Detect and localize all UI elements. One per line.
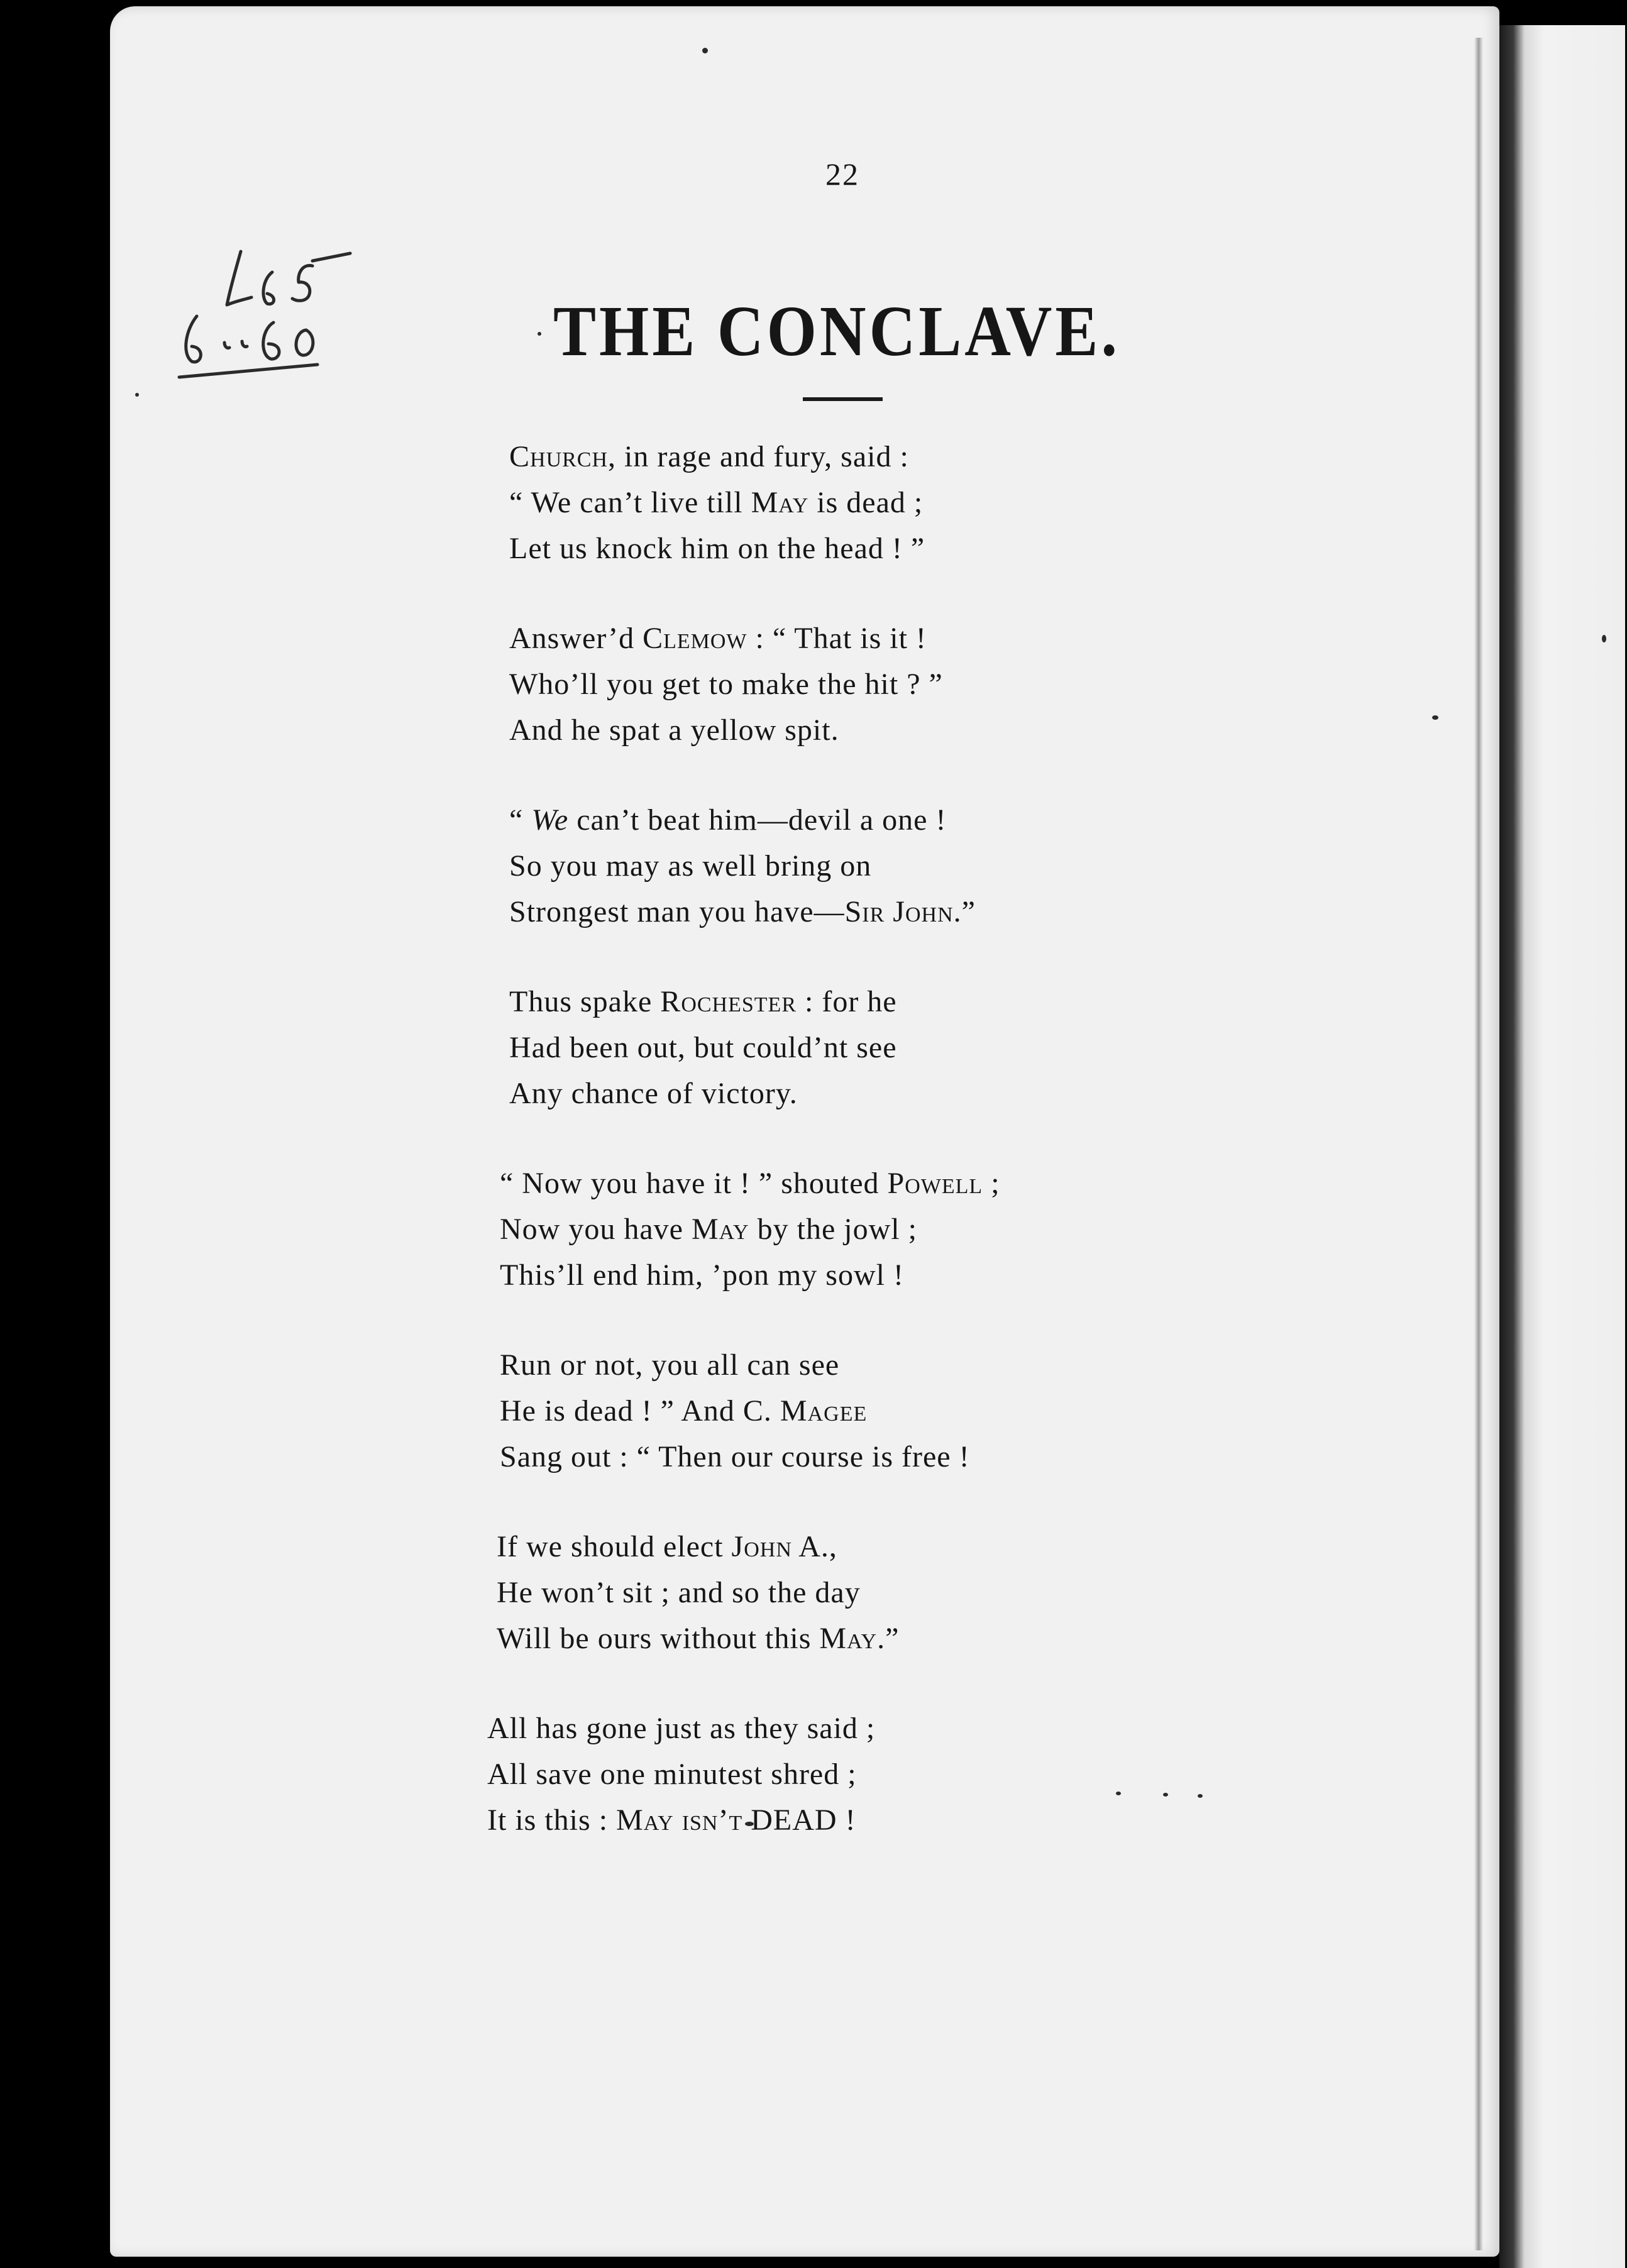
line-text: Run or not, you all can see bbox=[500, 1348, 840, 1382]
poem-line bbox=[497, 1206, 1220, 1252]
line-text: can’t beat him—devil a one ! bbox=[568, 803, 947, 837]
poem-line bbox=[497, 843, 1220, 889]
name-church: Church bbox=[509, 440, 609, 473]
stanza bbox=[497, 979, 1220, 1116]
stanza bbox=[497, 1524, 1220, 1661]
stanza bbox=[487, 1705, 1220, 1843]
line-text: is dead ; bbox=[808, 486, 924, 519]
name-may: May bbox=[819, 1622, 878, 1655]
line-text: A., bbox=[791, 1530, 837, 1563]
poem-line bbox=[497, 1071, 1220, 1116]
poem-line bbox=[487, 1797, 1220, 1843]
poem-line bbox=[497, 797, 1220, 843]
line-text: This’ll end him, ’pon my sowl ! bbox=[500, 1258, 904, 1292]
poem-line bbox=[497, 889, 1220, 935]
name-rochester: Rochester bbox=[660, 985, 797, 1018]
name-may: May bbox=[751, 486, 809, 519]
poem-line bbox=[497, 1388, 1220, 1434]
stanza bbox=[497, 1342, 1220, 1480]
line-text: If we should elect bbox=[497, 1530, 732, 1563]
poem-line bbox=[497, 1570, 1220, 1616]
line-text: He won’t sit ; and so the day bbox=[497, 1576, 861, 1609]
scan-speck bbox=[538, 332, 541, 336]
line-text: “ Now you have it ! ” shouted bbox=[500, 1167, 888, 1200]
page-fold-shadow bbox=[1474, 38, 1483, 2250]
poem-line bbox=[497, 1524, 1220, 1570]
poem-line bbox=[497, 979, 1220, 1025]
line-text: , in rage and fury, said : bbox=[608, 440, 909, 473]
name-magee: Magee bbox=[780, 1394, 868, 1428]
scan-speck bbox=[1432, 715, 1438, 720]
emphasis-we: We bbox=[531, 803, 569, 837]
line-text: “ bbox=[509, 803, 532, 837]
poem-body bbox=[487, 434, 1220, 1887]
line-text: Strongest man you have— bbox=[509, 895, 845, 928]
poem-line bbox=[497, 1616, 1220, 1661]
line-text: : “ That is it ! bbox=[747, 622, 927, 655]
line-text: “ We can’t live till bbox=[509, 486, 751, 519]
line-text: Sang out : “ Then our course is free ! bbox=[500, 1440, 970, 1473]
stanza bbox=[497, 1160, 1220, 1298]
stanza bbox=[497, 615, 1220, 753]
poem-line bbox=[497, 1025, 1220, 1071]
facing-page-edge bbox=[1499, 25, 1625, 2268]
line-text: Now you have bbox=[500, 1213, 692, 1246]
name-may-isnt: May isn’t bbox=[616, 1803, 743, 1837]
poem-line bbox=[497, 1434, 1220, 1480]
poem-line bbox=[497, 526, 1220, 571]
scan-speck bbox=[135, 393, 139, 397]
poem-line bbox=[497, 434, 1220, 480]
line-text: He is dead ! ” And C. bbox=[500, 1394, 780, 1428]
line-text: ; bbox=[983, 1167, 1000, 1200]
poem-line bbox=[497, 707, 1220, 753]
poem-line bbox=[497, 1252, 1220, 1298]
line-text: Will be ours without this bbox=[497, 1622, 820, 1655]
name-powell: Powell bbox=[887, 1167, 983, 1200]
scan-speck bbox=[702, 48, 708, 53]
name-may: May bbox=[691, 1213, 749, 1246]
poem-line bbox=[497, 1342, 1220, 1388]
poem-line bbox=[487, 1751, 1220, 1797]
line-text: Thus spake bbox=[509, 985, 661, 1018]
line-text: : for he bbox=[797, 985, 897, 1018]
line-text: Let us knock him on the head ! ” bbox=[509, 532, 925, 565]
line-text: So you may as well bring on bbox=[509, 849, 872, 883]
line-text: .” bbox=[953, 895, 976, 928]
poem-line bbox=[497, 661, 1220, 707]
line-text: It is this : bbox=[487, 1803, 617, 1837]
poem-line bbox=[497, 1160, 1220, 1206]
handwritten-pencil-note bbox=[167, 236, 368, 387]
page-number: 22 bbox=[825, 157, 859, 192]
line-text: Any chance of victory. bbox=[509, 1077, 798, 1110]
stanza bbox=[497, 797, 1220, 935]
poem-line bbox=[497, 480, 1220, 526]
line-text: DEAD ! bbox=[742, 1803, 856, 1837]
line-text: Had been out, but could’nt see bbox=[509, 1031, 897, 1064]
line-text: .” bbox=[877, 1622, 900, 1655]
name-clemow: Clemow bbox=[643, 622, 747, 655]
line-text: And he spat a yellow spit. bbox=[509, 713, 839, 747]
poem-line bbox=[487, 1705, 1220, 1751]
line-text: All save one minutest shred ; bbox=[487, 1758, 857, 1791]
name-sir-john: Sir John bbox=[844, 895, 954, 928]
line-text: Answer’d bbox=[509, 622, 643, 655]
title-divider-rule bbox=[803, 397, 883, 401]
line-text: All has gone just as they said ; bbox=[487, 1712, 876, 1745]
line-text: Who’ll you get to make the hit ? ” bbox=[509, 668, 943, 701]
stanza bbox=[497, 434, 1220, 571]
line-text: by the jowl ; bbox=[749, 1213, 917, 1246]
scan-speck bbox=[1602, 635, 1606, 642]
poem-title: THE CONCLAVE. bbox=[553, 292, 1120, 372]
name-john: John bbox=[731, 1530, 792, 1563]
poem-line bbox=[497, 615, 1220, 661]
